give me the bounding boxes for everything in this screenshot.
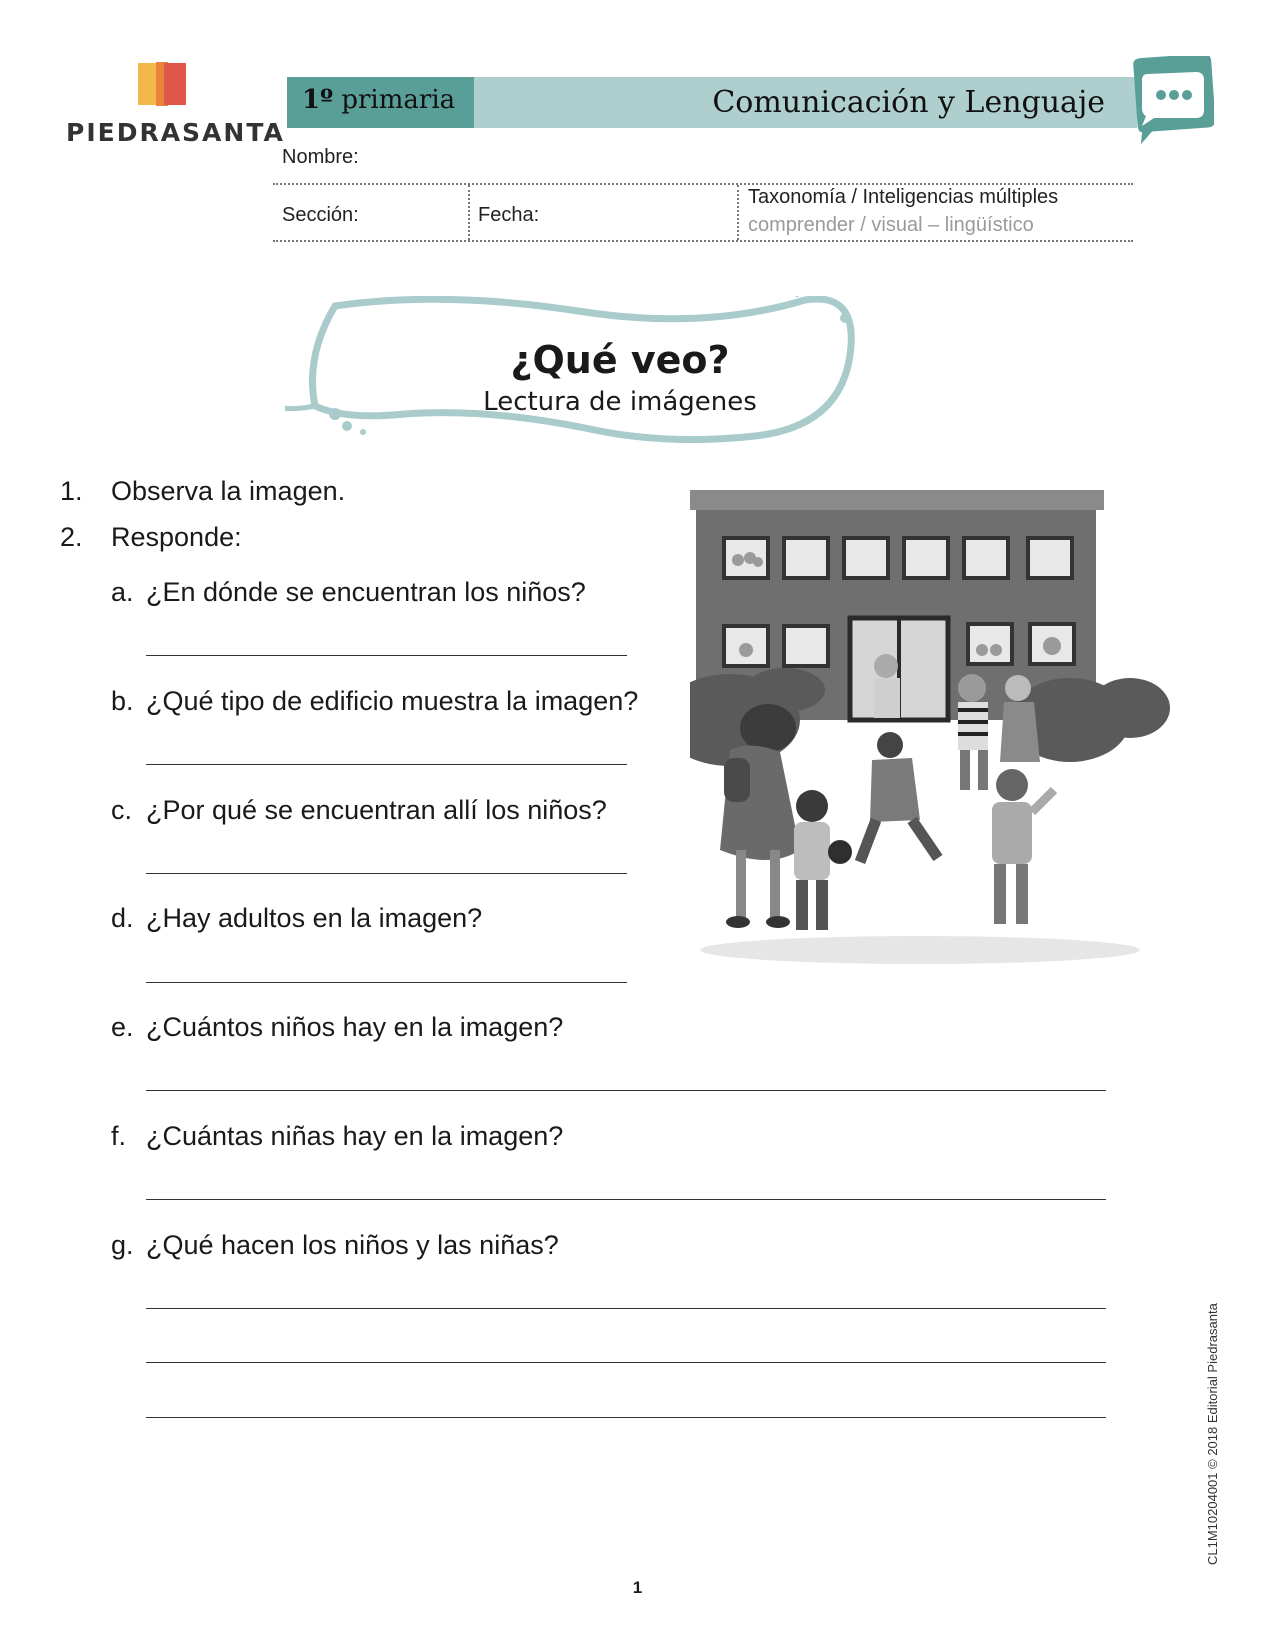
- speech-bubble-icon: [1130, 56, 1214, 148]
- question-letter: b.: [111, 686, 134, 716]
- name-field-label: Nombre:: [282, 146, 359, 168]
- taxonomy-label: Taxonomía / Inteligencias múltiples: [748, 186, 1059, 208]
- answer-line[interactable]: [146, 982, 627, 983]
- instruction-number: 2.: [60, 522, 83, 552]
- grade-word: primaria: [341, 85, 456, 115]
- answer-line[interactable]: [146, 1362, 1106, 1363]
- question-letter: g.: [111, 1230, 134, 1260]
- answer-line[interactable]: [146, 1417, 1106, 1418]
- grade-label: [302, 85, 455, 115]
- question-text: ¿Hay adultos en la imagen?: [146, 903, 483, 933]
- question-letter: e.: [111, 1012, 134, 1042]
- divider: [737, 185, 739, 240]
- instruction-text: Responde:: [111, 522, 242, 552]
- brand-wordmark: PIEDRASANTA: [66, 118, 285, 147]
- divider: [273, 183, 1133, 185]
- section-field-label: Sección:: [282, 204, 359, 226]
- question-text: ¿Cuántos niños hay en la imagen?: [146, 1012, 564, 1042]
- answer-line[interactable]: [146, 1199, 1106, 1200]
- question-text: ¿Por qué se encuentran allí los niños?: [146, 795, 607, 825]
- page-number: 1: [632, 1578, 643, 1597]
- question-text: ¿Qué hacen los niños y las niñas?: [146, 1230, 559, 1260]
- date-field-label: Fecha:: [478, 204, 540, 226]
- answer-line[interactable]: [146, 764, 627, 765]
- grade-number: 1º: [302, 85, 334, 115]
- question-text: ¿Cuántas niñas hay en la imagen?: [146, 1121, 564, 1151]
- instruction-number: 1.: [60, 476, 83, 506]
- instruction-text: Observa la imagen.: [111, 476, 346, 506]
- divider: [468, 185, 470, 240]
- taxonomy-value: comprender / visual – lingüístico: [748, 214, 1034, 236]
- copyright-code: CL1M10204001 © 2018 Editorial Piedrasanta: [1205, 1303, 1220, 1565]
- answer-line[interactable]: [146, 873, 627, 874]
- question-letter: a.: [111, 577, 134, 607]
- question-letter: f.: [111, 1121, 127, 1151]
- answer-line[interactable]: [146, 1308, 1106, 1309]
- question-letter: d.: [111, 903, 134, 933]
- answer-line[interactable]: [146, 655, 627, 656]
- question-text: ¿En dónde se encuentran los niños?: [146, 577, 586, 607]
- subject-title: Comunicación y Lenguaje: [712, 85, 1105, 120]
- school-building-children-illustration: [690, 490, 1210, 990]
- worksheet-title: ¿Qué veo?: [510, 338, 730, 382]
- answer-line[interactable]: [146, 1090, 1106, 1091]
- question-letter: c.: [111, 795, 133, 825]
- divider: [273, 240, 1133, 242]
- worksheet-subtitle: Lectura de imágenes: [483, 387, 757, 417]
- question-text: ¿Qué tipo de edificio muestra la imagen?: [146, 686, 639, 716]
